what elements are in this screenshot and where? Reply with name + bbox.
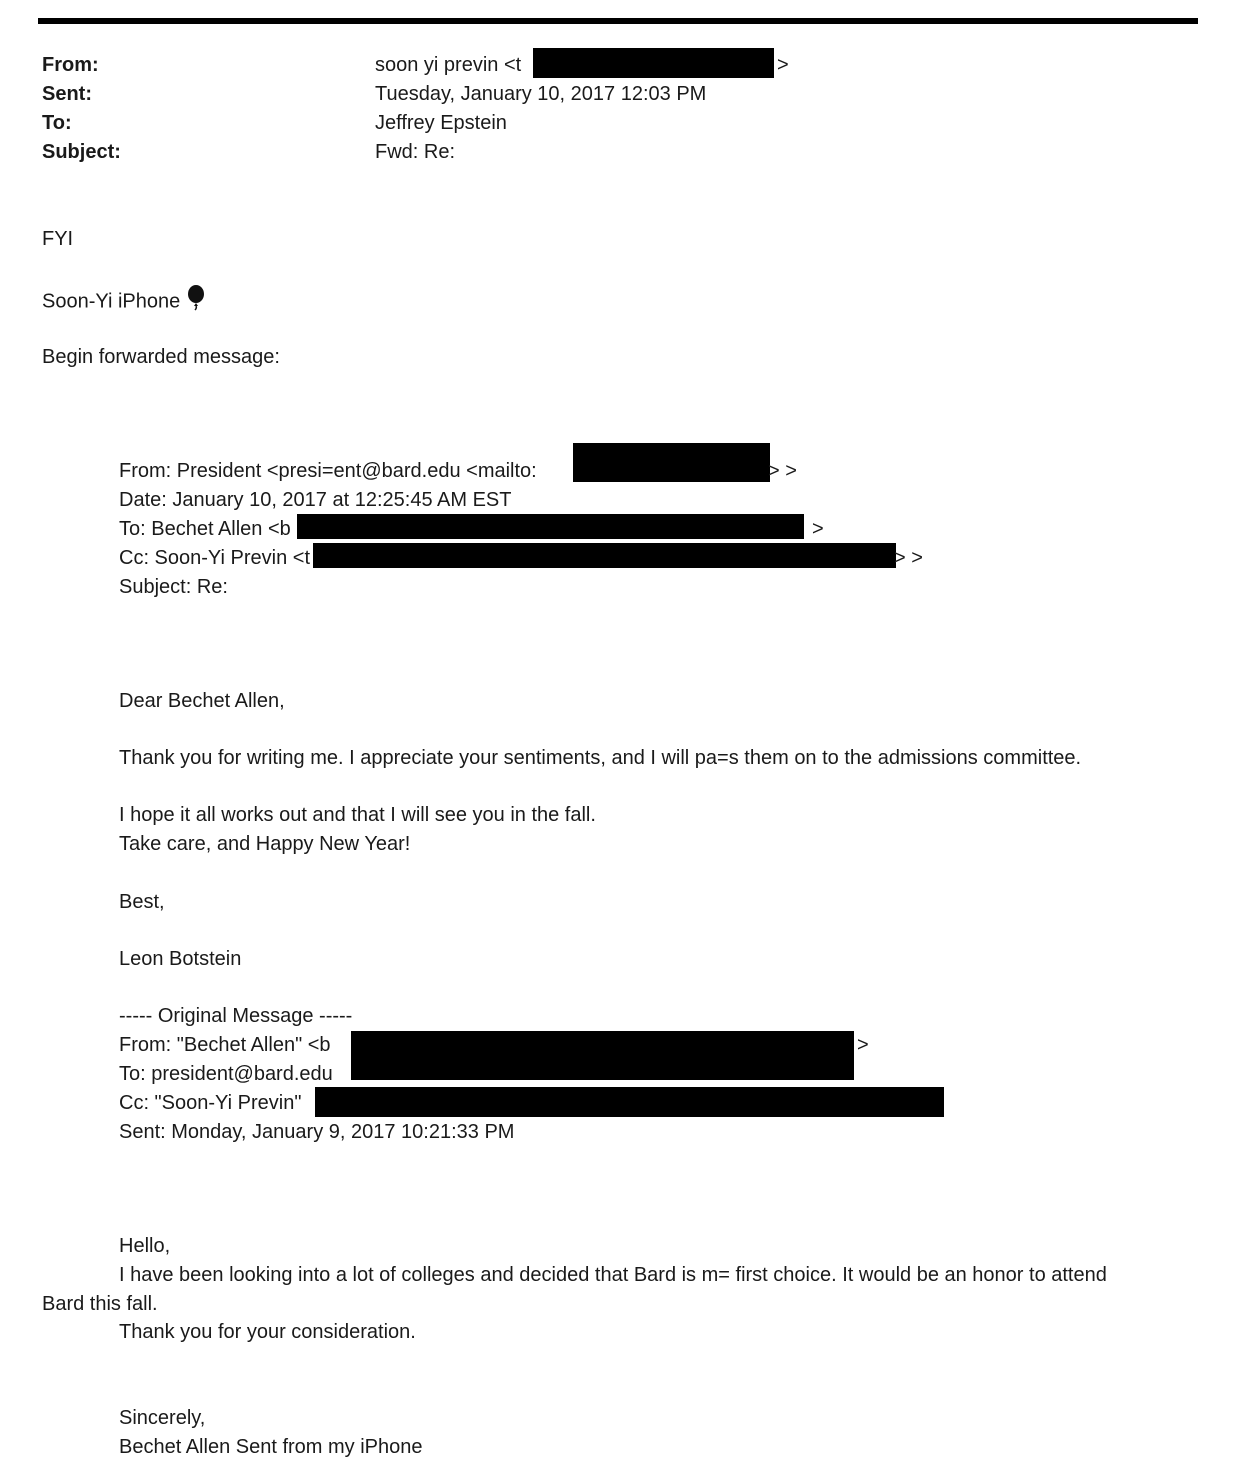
fwd-from-line-end: > > xyxy=(768,460,797,482)
fwd-date-line: Date: January 10, 2017 at 12:25:45 AM EST xyxy=(119,489,512,511)
orig-para2: Thank you for your consideration. xyxy=(119,1321,416,1343)
orig-sign: Bechet Allen Sent from my iPhone xyxy=(119,1436,423,1458)
orig-sent-line: Sent: Monday, January 9, 2017 10:21:33 PM xyxy=(119,1121,515,1143)
redaction-box xyxy=(313,543,896,568)
from-label: From: xyxy=(42,54,99,76)
sent-label: Sent: xyxy=(42,83,92,105)
signature-line xyxy=(42,285,206,319)
fwd-cc-line-end: > > xyxy=(894,547,923,569)
fwd-to-line-end: > xyxy=(812,518,824,540)
redaction-box xyxy=(573,443,770,482)
to-value: Jeffrey Epstein xyxy=(375,112,507,134)
orig-to-line: To: president@bard.edu xyxy=(119,1063,333,1085)
fwd-greeting: Dear Bechet Allen, xyxy=(119,690,285,712)
orig-separator: ----- Original Message ----- xyxy=(119,1005,353,1027)
fwd-para1: Thank you for writing me. I appreciate your sentiments, and I will pa=s them on to the admissions committee. xyxy=(119,747,1082,769)
from-value-text: soon yi previn <t xyxy=(375,54,522,76)
begin-forwarded: Begin forwarded message: xyxy=(42,346,280,368)
fwd-to-line: To: Bechet Allen <b xyxy=(119,518,291,540)
from-value-end: > xyxy=(777,54,789,76)
fwd-sender-name: Leon Botstein xyxy=(119,948,242,970)
redaction-box xyxy=(351,1031,854,1080)
orig-para1a: I have been looking into a lot of colleges and decided that Bard is m= first choice. It would be an honor to attend xyxy=(119,1264,1107,1286)
subject-value: Fwd: Re: xyxy=(375,141,456,163)
orig-closing: Sincerely, xyxy=(119,1407,206,1429)
orig-from-line: From: "Bechet Allen" <b xyxy=(119,1034,331,1056)
redaction-box xyxy=(315,1087,944,1117)
fwd-subject-line: Subject: Re: xyxy=(119,576,228,598)
subject-label: Subject: xyxy=(42,141,121,163)
redaction-box xyxy=(297,514,804,539)
redaction-box xyxy=(533,48,774,78)
orig-para1b: Bard this fall. xyxy=(42,1293,158,1315)
orig-from-line-end: > xyxy=(857,1034,869,1056)
fwd-cc-line: Cc: Soon-Yi Previn <t xyxy=(119,547,311,569)
fwd-closing: Best, xyxy=(119,891,165,913)
fwd-para2a: I hope it all works out and that I will see you in the fall. xyxy=(119,804,596,826)
fwd-from-line: From: President <presi=ent@bard.edu <mailto: xyxy=(119,460,537,482)
signature-text: Soon-Yi iPhone xyxy=(42,290,181,313)
balloon-icon xyxy=(186,285,206,319)
fyi-text: FYI xyxy=(42,228,74,250)
orig-greeting: Hello, xyxy=(119,1235,171,1257)
sent-value: Tuesday, January 10, 2017 12:03 PM xyxy=(375,83,707,105)
to-label: To: xyxy=(42,112,72,134)
header-rule xyxy=(38,18,1198,24)
fwd-para2b: Take care, and Happy New Year! xyxy=(119,833,411,855)
orig-cc-line: Cc: "Soon-Yi Previn" xyxy=(119,1092,302,1114)
from-value xyxy=(375,51,521,79)
